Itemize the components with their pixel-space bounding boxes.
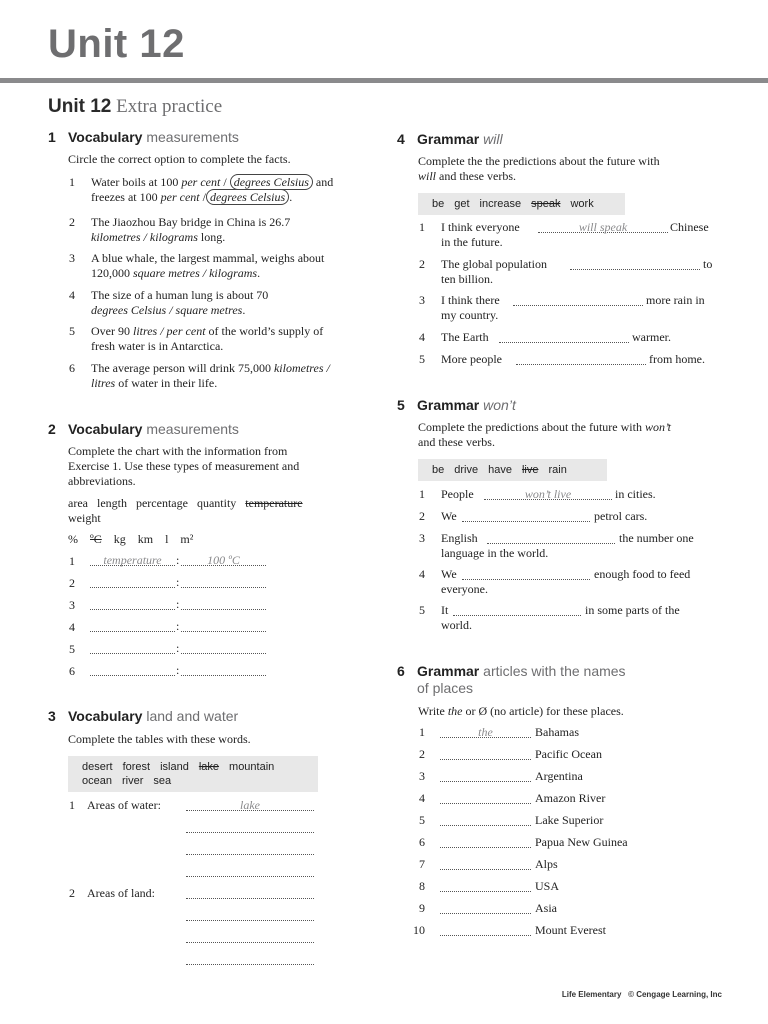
ex5-item-4-line2: everyone.	[441, 582, 488, 596]
option-degrees-celsius-circled[interactable]: degrees Celsius	[206, 189, 289, 205]
ex2-row-4	[69, 620, 75, 635]
ex6-item-10-number: 10	[413, 923, 425, 937]
instr-line: and these verbs.	[418, 435, 495, 449]
ex2-row-3	[69, 598, 75, 613]
colon: :	[176, 575, 180, 589]
item-options[interactable]: litres / per cent	[133, 324, 206, 338]
item-number: 1	[69, 175, 75, 189]
item-text: .	[257, 266, 261, 280]
item-number: 5	[69, 324, 75, 338]
item-text: Over 90	[91, 324, 133, 338]
ex6-item-5-answer[interactable]	[440, 814, 531, 826]
ex5-number: 5	[397, 397, 405, 413]
row-number: 2	[69, 886, 75, 900]
instr-italic: will	[418, 169, 437, 183]
ex4-item-2-end: to	[703, 257, 713, 271]
item-number: 3	[419, 293, 425, 307]
item-text: More people	[441, 352, 502, 366]
page-title	[48, 96, 222, 118]
ex5-instruction	[418, 420, 671, 450]
ex4-item-5	[419, 352, 502, 367]
abbrev: m²	[180, 532, 194, 546]
ex2-row-1-value[interactable]: 100 ºC	[181, 554, 266, 566]
word: have	[488, 464, 512, 476]
ex5-item-4-answer[interactable]	[462, 568, 590, 580]
ex5-item-5-line2: world.	[441, 618, 472, 632]
item-options[interactable]: kilometres / kilograms	[91, 230, 198, 244]
ex6-item-7-number: 7	[419, 857, 425, 871]
ex6-item-8-answer[interactable]	[440, 880, 531, 892]
instr-italic: won’t	[644, 420, 671, 434]
ex5-item-1-end: in cities.	[615, 487, 656, 501]
item-number: 2	[419, 509, 425, 523]
ex3-land-answer-2[interactable]	[186, 909, 314, 921]
ex1-heading	[48, 129, 239, 145]
ex6-number: 6	[397, 663, 405, 679]
item-text: of water in their life.	[115, 376, 218, 390]
word: drive	[454, 464, 479, 476]
ex6-item-4-answer[interactable]	[440, 792, 531, 804]
ex4-instruction	[418, 154, 660, 184]
item-text: People	[441, 487, 474, 501]
item-text: We	[441, 509, 457, 523]
item-text: .	[289, 190, 293, 204]
item-options[interactable]: square metres / kilograms	[133, 266, 258, 280]
instr-italic: the	[447, 704, 463, 718]
item-text: of the world’s supply of	[205, 324, 324, 338]
item-number: 1	[419, 220, 425, 234]
ex6-item-4-number: 4	[419, 791, 425, 805]
colon: :	[176, 641, 180, 655]
ex3-title-bold: Vocabulary	[68, 708, 143, 724]
ex6-item-2-answer[interactable]	[440, 748, 531, 760]
ex5-item-2	[419, 509, 457, 524]
ex2-row-6	[69, 664, 75, 679]
ex3-water-answer-4[interactable]	[186, 865, 314, 877]
ex3-water-answer-1[interactable]: lake	[186, 799, 314, 811]
ex3-water-answer-3[interactable]	[186, 843, 314, 855]
item-options[interactable]: degrees Celsius / square metres	[91, 303, 243, 317]
item-options[interactable]: litres	[91, 376, 116, 390]
instr-line: Complete the the predictions about the future with	[418, 154, 660, 168]
ex4-item-3	[419, 293, 500, 308]
word: river	[121, 775, 144, 787]
word: island	[160, 761, 189, 773]
ex4-item-5-answer[interactable]	[516, 353, 646, 365]
footer-book: Life Elementary	[561, 990, 622, 999]
instr-line: Complete the chart with the information from	[68, 444, 288, 458]
word: get	[454, 198, 470, 210]
item-text: It	[441, 603, 449, 617]
ex2-row-2	[69, 576, 75, 591]
ex5-item-3-answer[interactable]	[487, 532, 615, 544]
type-word: percentage	[135, 496, 188, 510]
ex1-item-1	[69, 175, 379, 207]
ex5-item-2-end: petrol cars.	[594, 509, 648, 523]
item-text: English	[441, 531, 478, 545]
word: forest	[122, 761, 151, 773]
item-text: I think everyone	[441, 220, 520, 234]
instr-line: Complete the predictions about the future with	[418, 420, 645, 434]
page-title-rest: Extra practice	[116, 96, 223, 117]
item-text: freezes at 100	[91, 190, 161, 204]
ex6-item-3-answer[interactable]	[440, 770, 531, 782]
colon: :	[176, 619, 180, 633]
ex6-item-1-answer[interactable]: the	[440, 726, 531, 738]
ex5-heading	[397, 397, 516, 413]
colon: :	[176, 597, 180, 611]
ex1-item-4	[69, 288, 379, 320]
ex3-land-answer-1[interactable]	[186, 887, 314, 899]
ex5-item-3-end: the number one	[619, 531, 694, 545]
row-label: Areas of land:	[87, 886, 155, 900]
ex2-row-5	[69, 642, 75, 657]
word-used: speak	[531, 198, 561, 210]
ex6-title-rest: articles with the names	[483, 663, 626, 679]
ex1-instruction: Circle the correct option to complete the facts.	[68, 152, 291, 166]
word-used: lake	[198, 761, 220, 773]
word: sea	[153, 775, 172, 787]
ex2-row-4-value[interactable]	[181, 620, 266, 632]
item-text: We	[441, 567, 457, 581]
ex4-item-4-end: warmer.	[632, 330, 671, 344]
item-number: 5	[419, 603, 425, 617]
ex3-water-answer-2[interactable]	[186, 821, 314, 833]
ex2-title-bold: Vocabulary	[68, 421, 143, 437]
ex4-number: 4	[397, 131, 405, 147]
ex3-land-answer-4[interactable]	[186, 953, 314, 965]
ex5-title-bold: Grammar	[417, 397, 480, 413]
ex6-item-9-place: Asia	[535, 901, 557, 915]
ex2-row-5-value[interactable]	[181, 642, 266, 654]
item-text: long.	[197, 230, 226, 244]
row-number: 2	[69, 576, 75, 590]
ex6-item-9-answer[interactable]	[440, 902, 531, 914]
ex6-item-2-number: 2	[419, 747, 425, 761]
ex2-types-list	[68, 496, 368, 526]
ex2-row-2-value[interactable]	[181, 576, 266, 588]
type-word: weight	[68, 511, 101, 525]
ex4-item-4-answer[interactable]	[499, 331, 629, 343]
ex4-word-box	[418, 193, 625, 215]
ex5-item-4	[419, 567, 457, 582]
instr-line: or Ø (no article) for these places.	[462, 704, 624, 718]
ex5-item-1-answer[interactable]: won’t live	[484, 488, 612, 500]
ex1-item-3	[69, 251, 379, 283]
word: rain	[548, 464, 567, 476]
ex2-row-6-value[interactable]	[181, 664, 266, 676]
item-number: 4	[69, 288, 75, 302]
item-text: The average person will drink 75,000	[91, 361, 274, 375]
instr-line: and these verbs.	[436, 169, 516, 183]
item-text: .	[242, 303, 246, 317]
unit-title: Unit 12	[48, 22, 185, 66]
ex3-row-1-label	[69, 798, 161, 813]
ex2-row-3-type[interactable]	[90, 598, 175, 610]
instr-line: abbreviations.	[68, 474, 136, 488]
item-text: The global population	[441, 257, 547, 271]
option-sep: /	[220, 175, 230, 189]
ex4-item-1-answer[interactable]: will speak	[538, 221, 668, 233]
item-number: 1	[419, 487, 425, 501]
ex3-instruction: Complete the tables with these words.	[68, 732, 251, 746]
item-number: 3	[69, 251, 75, 265]
ex5-item-3-line2: language in the world.	[441, 546, 549, 560]
ex2-row-3-value[interactable]	[181, 598, 266, 610]
type-word: quantity	[196, 496, 237, 510]
ex2-row-1	[69, 554, 75, 569]
item-number: 2	[69, 215, 75, 229]
ex6-item-6-number: 6	[419, 835, 425, 849]
ex3-title-rest: land and water	[146, 708, 239, 724]
word-used: live	[521, 464, 539, 476]
ex6-item-1-place: Bahamas	[535, 725, 579, 739]
item-text: The Earth	[441, 330, 489, 344]
option-sep: /	[199, 190, 206, 204]
ex2-row-6-type[interactable]	[90, 664, 175, 676]
ex3-heading	[48, 708, 238, 724]
colon: :	[176, 663, 180, 677]
ex6-item-6-answer[interactable]	[440, 836, 531, 848]
ex4-item-3-line2: my country.	[441, 308, 499, 322]
ex5-item-5-answer[interactable]	[453, 604, 581, 616]
option-degrees-celsius-circled[interactable]: degrees Celsius	[230, 174, 313, 190]
ex6-item-10-place: Mount Everest	[535, 923, 606, 937]
footer	[562, 990, 722, 999]
ex6-item-3-number: 3	[419, 769, 425, 783]
ex4-item-5-end: from home.	[649, 352, 705, 366]
word: be	[432, 198, 445, 210]
ex2-abbrev-list	[68, 532, 193, 547]
item-number: 4	[419, 567, 425, 581]
ex4-item-2-line2: ten billion.	[441, 272, 493, 286]
type-word: area	[68, 496, 88, 510]
ex6-item-10-answer[interactable]	[440, 924, 531, 936]
ex4-title-bold: Grammar	[417, 131, 480, 147]
abbrev: l	[165, 532, 169, 546]
item-text: fresh water is in Antarctica.	[91, 339, 224, 353]
ex1-number: 1	[48, 129, 56, 145]
ex2-row-4-type[interactable]	[90, 620, 175, 632]
abbrev: %	[68, 532, 78, 546]
ex3-land-answer-3[interactable]	[186, 931, 314, 943]
row-number: 6	[69, 664, 75, 678]
item-options[interactable]: kilometres /	[273, 361, 330, 375]
ex3-word-box	[68, 756, 318, 792]
word: work	[570, 198, 594, 210]
ex1-item-2	[69, 215, 379, 247]
item-text: Water boils at 100	[91, 175, 182, 189]
item-number: 2	[419, 257, 425, 271]
word: desert	[82, 761, 113, 773]
abbrev: kg	[113, 532, 126, 546]
item-text: 120,000	[91, 266, 133, 280]
ex2-title-rest: measurements	[146, 421, 239, 437]
item-number: 3	[419, 531, 425, 545]
ex6-item-2-place: Pacific Ocean	[535, 747, 602, 761]
row-number: 4	[69, 620, 75, 634]
ex6-item-1-number: 1	[419, 725, 425, 739]
ex1-title-bold: Vocabulary	[68, 129, 143, 145]
item-number: 4	[419, 330, 425, 344]
row-number: 1	[69, 554, 75, 568]
ex4-item-2-answer[interactable]	[570, 258, 700, 270]
item-number: 6	[69, 361, 75, 375]
ex5-item-3	[419, 531, 478, 546]
item-text: The Jiaozhou Bay bridge in China is 26.7	[91, 215, 291, 229]
page-title-bold: Unit 12	[48, 96, 112, 117]
ex6-heading	[397, 663, 626, 697]
abbrev: km	[137, 532, 154, 546]
row-number: 1	[69, 798, 75, 812]
ex1-item-5	[69, 324, 379, 356]
item-text: I think there	[441, 293, 500, 307]
ex2-row-1-type[interactable]: temperature	[90, 554, 175, 566]
ex4-item-4	[419, 330, 489, 345]
abbrev-used: ºC	[90, 532, 102, 546]
ex1-title-rest: measurements	[146, 129, 239, 145]
ex6-instruction	[418, 704, 624, 719]
word: mountain	[229, 761, 275, 773]
instr-line: Write	[418, 704, 448, 718]
ex6-item-7-place: Alps	[535, 857, 558, 871]
word: ocean	[82, 775, 112, 787]
ex4-item-2	[419, 257, 547, 272]
ex4-title-rest: will	[483, 131, 503, 147]
ex6-item-4-place: Amazon River	[535, 791, 606, 805]
ex4-item-3-answer[interactable]	[513, 294, 643, 306]
ex2-row-2-type[interactable]	[90, 576, 175, 588]
ex2-row-5-type[interactable]	[90, 642, 175, 654]
ex6-item-3-place: Argentina	[535, 769, 583, 783]
header-rule	[0, 78, 768, 83]
item-number: 5	[419, 352, 425, 366]
ex6-title-rest-2: of places	[417, 680, 474, 696]
ex6-item-5-place: Lake Superior	[535, 813, 604, 827]
ex5-item-2-answer[interactable]	[462, 510, 590, 522]
ex5-item-4-end: enough food to feed	[594, 567, 691, 581]
ex4-item-1-line2: in the future.	[441, 235, 503, 249]
word: be	[432, 464, 445, 476]
ex2-number: 2	[48, 421, 56, 437]
row-number: 5	[69, 642, 75, 656]
ex4-item-3-end: more rain in	[646, 293, 705, 307]
colon: :	[176, 553, 180, 567]
instr-line: Exercise 1. Use these types of measurement and	[68, 459, 300, 473]
word: increase	[479, 198, 522, 210]
ex6-item-9-number: 9	[419, 901, 425, 915]
type-word-used: temperature	[245, 496, 303, 510]
ex6-item-5-number: 5	[419, 813, 425, 827]
option-per-cent[interactable]: per cent	[160, 190, 200, 204]
ex1-item-6	[69, 361, 379, 393]
ex4-heading	[397, 131, 503, 147]
footer-copyright: © Cengage Learning, Inc	[628, 990, 722, 999]
item-text: The size of a human lung is about 70	[91, 288, 269, 302]
ex2-instruction	[68, 444, 299, 489]
ex6-item-8-place: USA	[535, 879, 560, 893]
ex3-row-2-label	[69, 886, 155, 901]
row-label: Areas of water:	[87, 798, 161, 812]
ex4-item-1	[419, 220, 520, 235]
ex4-item-1-end: Chinese	[670, 220, 709, 234]
ex6-title-bold: Grammar	[417, 663, 480, 679]
item-text: and	[312, 175, 334, 189]
option-per-cent[interactable]: per cent	[181, 175, 221, 189]
ex5-item-1	[419, 487, 474, 502]
ex6-item-6-place: Papua New Guinea	[535, 835, 628, 849]
ex2-heading	[48, 421, 239, 437]
ex6-item-7-answer[interactable]	[440, 858, 531, 870]
item-text: A blue whale, the largest mammal, weighs about	[91, 251, 325, 265]
ex5-word-box	[418, 459, 607, 481]
ex6-item-8-number: 8	[419, 879, 425, 893]
ex5-item-5-end: in some parts of the	[585, 603, 680, 617]
ex5-item-5	[419, 603, 449, 618]
ex5-title-rest: won’t	[483, 397, 516, 413]
row-number: 3	[69, 598, 75, 612]
ex3-number: 3	[48, 708, 56, 724]
type-word: length	[96, 496, 127, 510]
